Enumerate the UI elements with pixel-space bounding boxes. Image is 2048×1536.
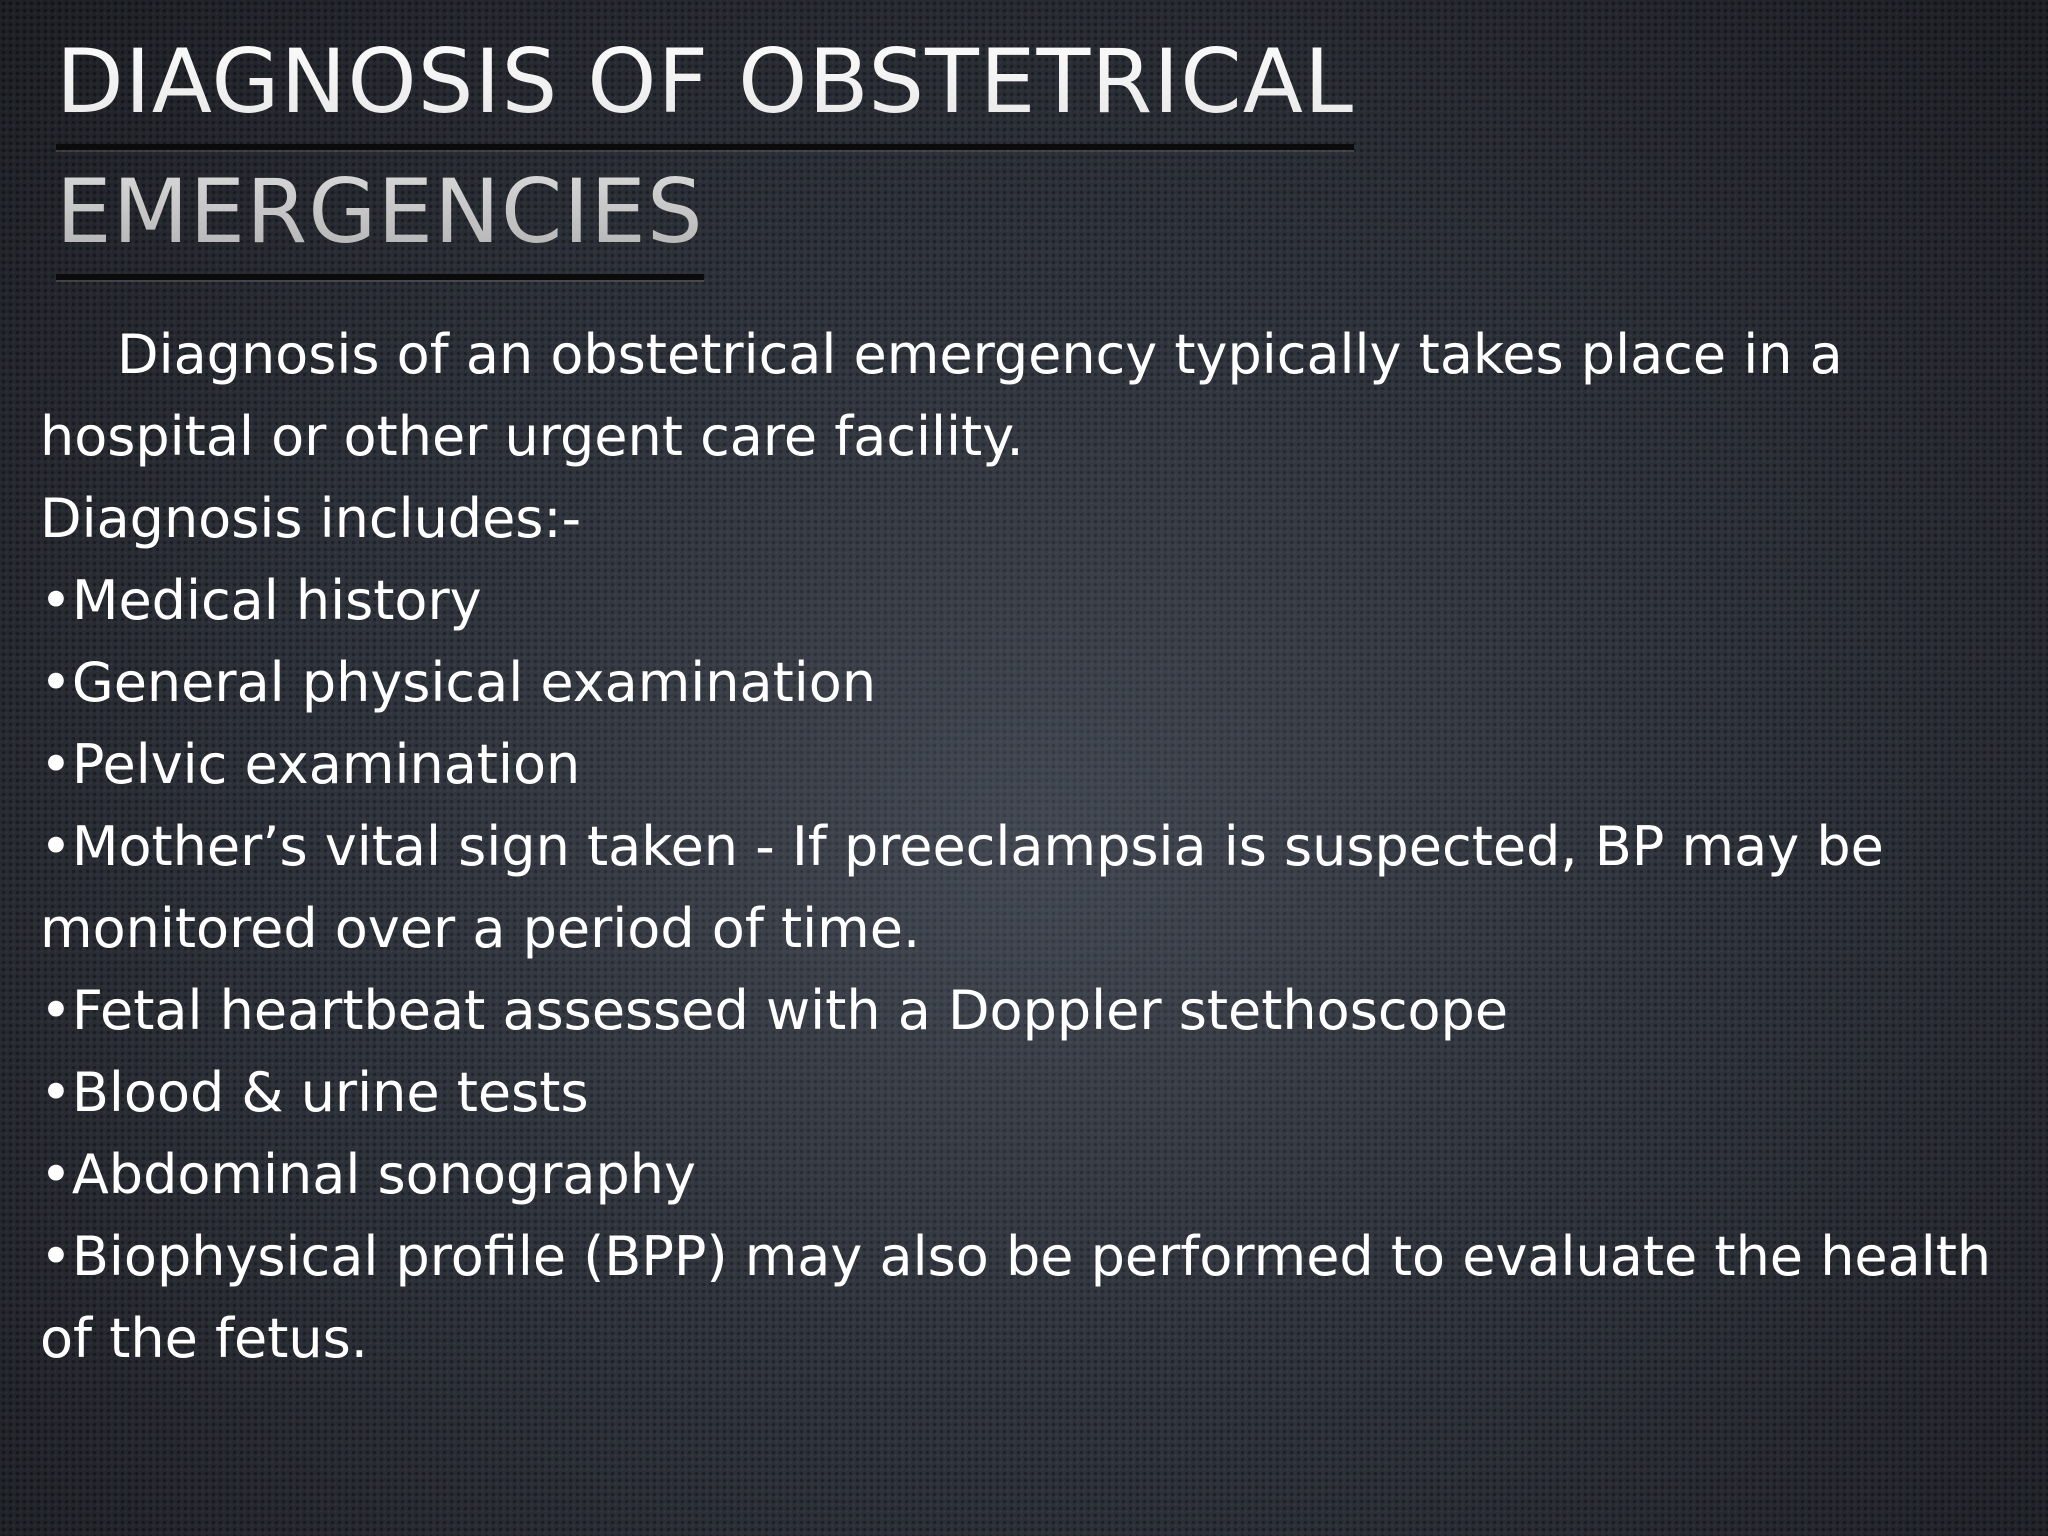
list-item bbox=[40, 1134, 2000, 1216]
bullet-icon: • bbox=[40, 569, 72, 632]
bullet-icon: • bbox=[40, 733, 72, 796]
slide-title bbox=[56, 20, 1956, 280]
includes-label: Diagnosis includes:- bbox=[40, 487, 582, 550]
list-item bbox=[40, 1052, 2000, 1134]
list-item-text: Fetal heartbeat assessed with a Doppler stethoscope bbox=[71, 979, 1509, 1042]
title-line-2: EMERGENCIES bbox=[56, 150, 704, 280]
list-item bbox=[40, 1216, 2000, 1380]
bullet-icon: • bbox=[40, 979, 72, 1042]
title-line-1: DIAGNOSIS OF OBSTETRICAL bbox=[56, 20, 1354, 150]
list-item-text: Blood & urine tests bbox=[71, 1061, 589, 1124]
list-item-text: Medical history bbox=[71, 569, 482, 632]
list-item bbox=[40, 970, 2000, 1052]
bullet-icon: • bbox=[40, 1225, 72, 1288]
list-item-text: Abdominal sonography bbox=[71, 1143, 696, 1206]
list-item-text: General physical examination bbox=[71, 651, 877, 714]
bullet-icon: • bbox=[40, 1061, 72, 1124]
list-item bbox=[40, 560, 2000, 642]
slide-body bbox=[40, 314, 2000, 1380]
list-item bbox=[40, 806, 2000, 970]
bullet-icon: • bbox=[40, 651, 72, 714]
diagnosis-list bbox=[40, 560, 2000, 1380]
list-item-text: Biophysical profile (BPP) may also be performed to evaluate the health of the fetus. bbox=[40, 1225, 1992, 1370]
intro-paragraph: Diagnosis of an obstetrical emergency typically takes place in a hospital or other urgent care facility. bbox=[40, 323, 1843, 468]
list-item bbox=[40, 642, 2000, 724]
list-item-text: Pelvic examination bbox=[71, 733, 581, 796]
bullet-icon: • bbox=[40, 815, 72, 878]
bullet-icon: • bbox=[40, 1143, 72, 1206]
list-item bbox=[40, 724, 2000, 806]
list-item-text: Mother’s vital sign taken - If preeclampsia is suspected, BP may be monitored over a period of time. bbox=[40, 815, 1884, 960]
